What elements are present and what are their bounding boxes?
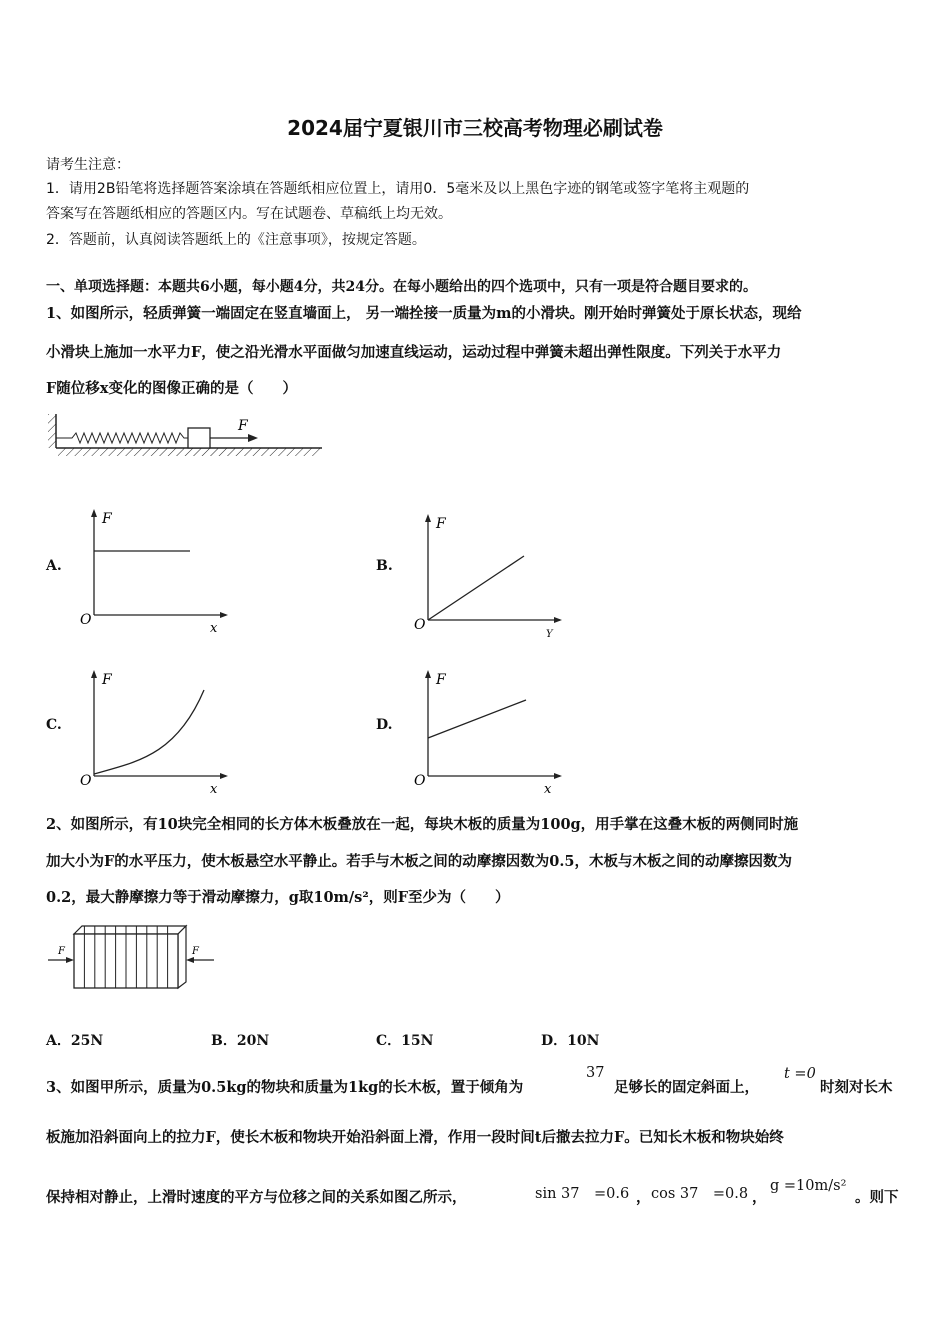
notice-heading: 请考生注意： (46, 157, 130, 173)
q3-line-1a: 3、如图甲所示，质量为0.5kg的物块和质量为1kg的长木板，置于倾角为 (46, 1079, 524, 1096)
x-arrow (554, 617, 562, 623)
notice-line-2: 2．答题前，认真阅读答题纸上的《注意事项》，按规定答题。 (46, 232, 426, 248)
q3-cos: cos 37 =0.8 (651, 1186, 749, 1202)
x-axis-label: x (210, 782, 218, 796)
q3-angle: 37 (586, 1065, 605, 1081)
q2-line-1: 2、如图所示，有10块完全相同的长方体木板叠放在一起，每块木板的质量为100g，用手掌在这叠木板的两侧同时施 (46, 816, 799, 833)
y-axis-label: F (436, 672, 446, 688)
x-axis-label: x (544, 782, 552, 796)
spring (56, 433, 188, 443)
curve-c (94, 690, 204, 774)
origin-label: O (414, 617, 426, 633)
notice-line-1: 1．请用2B铅笔将选择题答案涂填在答题纸相应位置上，请用0．5毫米及以上黑色字迹的钢笔或签字笔将主观题的 (46, 181, 750, 197)
y-axis-label: F (102, 511, 112, 527)
y-axis-label: F (436, 516, 446, 532)
graph-c (76, 666, 236, 796)
option-b-label: B. (376, 558, 393, 574)
q3-t0: t =0 (784, 1066, 816, 1082)
page-title: 2024届宁夏银川市三校高考物理必刷试卷 (287, 116, 663, 140)
y-axis-label: F (102, 672, 112, 688)
slider-block (188, 428, 210, 448)
q2-line-3: 0.2，最大静摩擦力等于滑动摩擦力，g取10m/s²，则F至少为（ ） (46, 889, 510, 906)
x-arrow (554, 773, 562, 779)
ground-hatch (58, 448, 320, 456)
graph-a (76, 505, 236, 635)
wall-hatch (48, 414, 56, 448)
y-arrow (425, 670, 431, 678)
q2-answer-b: B．20N (211, 1033, 270, 1049)
section-heading: 一、单项选择题：本题共6小题，每小题4分，共24分。在每小题给出的四个选项中，只有一项是符合题目要求的。 (46, 279, 757, 295)
q1-line-2: 小滑块上施加一水平力F，使之沿光滑水平面做匀加速直线运动，运动过程中弹簧未超出弹性限度。下列关于水平力 (46, 344, 782, 361)
option-c-label: C. (46, 717, 62, 733)
q2-answer-a: A．25N (46, 1033, 104, 1049)
q3-line-3b: 。则下 (855, 1189, 899, 1206)
q3-comma-2: ， (752, 1189, 767, 1206)
q1-line-3: F随位移x变化的图像正确的是（ ） (46, 380, 297, 397)
q3-line-1c: 时刻对长木 (820, 1079, 893, 1096)
q2-answer-c: C．15N (376, 1033, 434, 1049)
force-arrowhead (248, 434, 258, 442)
origin-label: O (414, 773, 426, 789)
option-a-label: A. (46, 558, 62, 574)
stack-top-face (74, 926, 186, 934)
option-d-label: D. (376, 717, 393, 733)
q3-g: g =10m/s² (770, 1178, 847, 1194)
curve-d (428, 700, 526, 738)
curve-b (428, 556, 524, 620)
graph-d (410, 666, 570, 796)
origin-label: O (80, 612, 92, 628)
q3-sin: sin 37 =0.6 (535, 1186, 630, 1202)
q2-answer-d: D．10N (541, 1033, 600, 1049)
stack-side-face (178, 926, 186, 988)
right-force-label: F (192, 946, 199, 957)
q3-line-1b: 足够长的固定斜面上， (614, 1079, 759, 1096)
force-label: F (238, 418, 248, 434)
q1-line-1: 1、如图所示，轻质弹簧一端固定在竖直墙面上， 另一端拴接一质量为m的小滑块。刚开始时弹簧处于原长状态，现给 (46, 305, 802, 322)
x-axis-label: Y (546, 629, 553, 640)
q3-comma-1: ， (636, 1189, 651, 1206)
wood-stack-figure (46, 920, 218, 994)
spring-block-figure (46, 408, 326, 464)
x-arrow (220, 612, 228, 618)
x-arrow (220, 773, 228, 779)
left-force-arrowhead (66, 957, 74, 963)
y-arrow (91, 670, 97, 678)
q3-line-2: 板施加沿斜面向上的拉力F，使长木板和物块开始沿斜面上滑，作用一段时间t后撤去拉力F。已知长木板和物块始终 (46, 1129, 784, 1146)
y-arrow (91, 509, 97, 517)
graph-b (410, 510, 570, 640)
origin-label: O (80, 773, 92, 789)
notice-line-1b: 答案写在答题纸相应的答题区内。写在试题卷、草稿纸上均无效。 (46, 206, 452, 222)
right-force-arrowhead (186, 957, 194, 963)
q3-line-3a: 保持相对静止，上滑时速度的平方与位移之间的关系如图乙所示， (46, 1189, 467, 1206)
left-force-label: F (58, 946, 65, 957)
x-axis-label: x (210, 621, 218, 635)
q2-line-2: 加大小为F的水平压力，使木板悬空水平静止。若手与木板之间的动摩擦因数为0.5，木板与木板之间的动摩擦因数为 (46, 853, 793, 870)
y-arrow (425, 514, 431, 522)
